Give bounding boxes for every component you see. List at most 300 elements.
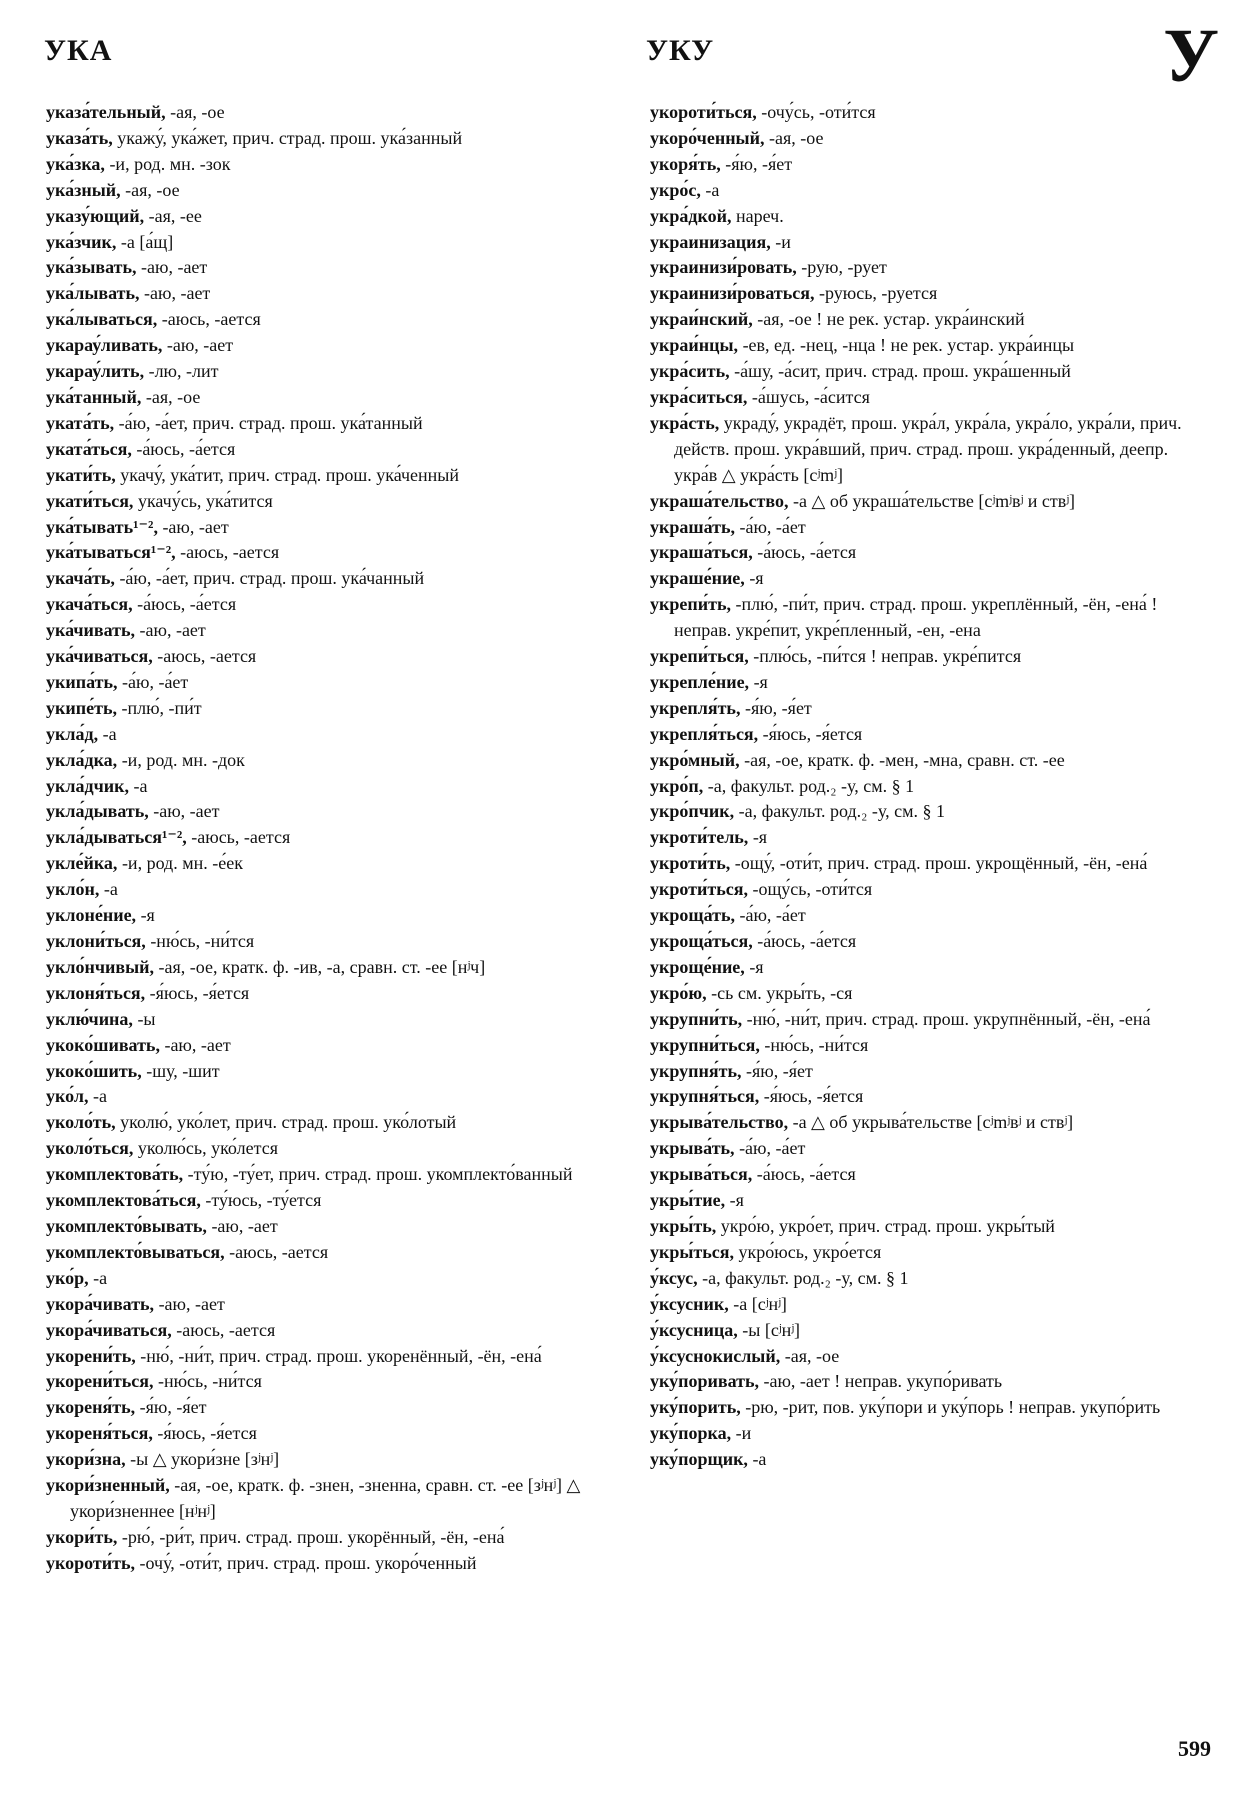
dictionary-entry bbox=[46, 230, 612, 256]
entry-grammar: -я bbox=[744, 568, 764, 589]
dictionary-entry bbox=[46, 540, 612, 566]
entry-headword: украша́тельство, bbox=[650, 490, 789, 511]
entry-headword: у́ксусник, bbox=[650, 1293, 729, 1314]
entry-headword: указа́тельный, bbox=[46, 102, 166, 122]
entry-grammar: укро́ю, укро́ет, прич. страд. прош. укры́тый bbox=[716, 1215, 1055, 1236]
entry-grammar: -аюсь, -ается bbox=[171, 1319, 276, 1340]
entry-grammar: -а bbox=[747, 1449, 767, 1470]
entry-headword: у́ксуснокислый, bbox=[650, 1345, 781, 1366]
dictionary-entry bbox=[650, 825, 1214, 851]
entry-headword: укро́ю, bbox=[650, 982, 707, 1003]
entry-grammar: -я́ю, -я́ет bbox=[741, 1060, 813, 1081]
entry-grammar: -я́юсь, -я́ется bbox=[152, 1423, 257, 1444]
entry-grammar: -а́ю, -а́ет bbox=[734, 1138, 806, 1159]
entry-grammar: -аю, -ает bbox=[135, 620, 206, 641]
entry-headword: ука́зка, bbox=[46, 153, 105, 174]
entry-grammar: -ая, -ое, кратк. ф. -знен, -зненна, сравн. ст. -ее [зʲнʲ] △ укори́зненнее [нʲнʲ] bbox=[70, 1475, 581, 1521]
entry-grammar: -ню́, -ни́т, прич. страд. прош. укоренённый, -ён, -ена́ bbox=[135, 1345, 542, 1366]
dictionary-entry bbox=[650, 1214, 1214, 1240]
dictionary-entry bbox=[650, 100, 1214, 126]
entry-headword: украша́ть, bbox=[650, 516, 735, 537]
dictionary-entry bbox=[650, 1344, 1214, 1370]
entry-headword: укла́дываться¹⁻², bbox=[46, 827, 187, 848]
entry-headword: укра́сть, bbox=[650, 412, 720, 433]
entry-headword: укрыва́тельство, bbox=[650, 1112, 789, 1133]
entry-headword: укрупни́ть, bbox=[650, 1008, 743, 1029]
dictionary-entry bbox=[46, 722, 612, 748]
entry-grammar: -а́юсь, -а́ется bbox=[131, 438, 236, 459]
dictionary-entry bbox=[46, 981, 612, 1007]
entry-headword: укора́чиваться, bbox=[46, 1319, 172, 1340]
dictionary-entry bbox=[650, 670, 1214, 696]
dictionary-entry bbox=[46, 825, 612, 851]
entry-headword: укры́ться, bbox=[650, 1241, 735, 1262]
entry-grammar: -а bbox=[88, 1086, 107, 1107]
dictionary-entry bbox=[650, 592, 1214, 644]
dictionary-entry bbox=[650, 307, 1214, 333]
dictionary-entry bbox=[46, 955, 612, 981]
entry-headword: украинизи́ровать, bbox=[650, 257, 797, 278]
entry-grammar: -ая, -ое ! не рек. устар. укра́инский bbox=[752, 309, 1025, 330]
dictionary-entry bbox=[46, 670, 612, 696]
entry-grammar: -ы [cʲнʲ] bbox=[737, 1319, 801, 1340]
dictionary-entry bbox=[46, 152, 612, 178]
dictionary-entry bbox=[46, 307, 612, 333]
entry-headword: укомплекто́вываться, bbox=[46, 1241, 225, 1262]
entry-grammar: -а́шусь, -а́сится bbox=[747, 386, 870, 407]
entry-headword: укрупня́ть, bbox=[650, 1060, 742, 1081]
entry-headword: укроти́ть, bbox=[650, 853, 731, 874]
dictionary-entry bbox=[46, 1551, 612, 1577]
entry-grammar: укажу́, ука́жет, прич. страд. прош. ука́занный bbox=[112, 127, 463, 148]
entry-grammar: -аю, -ает bbox=[162, 335, 234, 356]
dictionary-entry bbox=[650, 230, 1214, 256]
dictionary-entry bbox=[46, 204, 612, 230]
entry-headword: ука́зывать, bbox=[46, 257, 137, 278]
entry-headword: укры́тие, bbox=[650, 1190, 726, 1211]
entry-grammar: -аюсь, -ается bbox=[224, 1241, 329, 1262]
dictionary-entry bbox=[46, 515, 612, 541]
entry-headword: ука́танный, bbox=[46, 386, 142, 407]
entry-grammar: -ая, -ое, кратк. ф. -ив, -а, сравн. ст. -ее [нʲч] bbox=[154, 956, 486, 977]
entry-grammar: уколю́, уко́лет, прич. страд. прош. уко́лотый bbox=[115, 1112, 457, 1133]
entry-grammar: -я bbox=[749, 671, 768, 692]
entry-grammar: -ая, -ое bbox=[780, 1345, 840, 1366]
dictionary-entry bbox=[650, 748, 1214, 774]
dictionary-entry bbox=[650, 1162, 1214, 1188]
entry-headword: укрыва́ться, bbox=[650, 1164, 753, 1185]
entry-headword: укоря́ть, bbox=[650, 153, 721, 174]
entry-grammar: -ая, -ее bbox=[144, 205, 202, 226]
dictionary-entry bbox=[46, 255, 612, 281]
entry-grammar: -аю, -ает ! неправ. укупо́ривать bbox=[758, 1371, 1003, 1392]
entry-grammar: -я bbox=[748, 827, 768, 848]
running-head-left: УКА bbox=[44, 34, 113, 67]
entry-headword: укати́ться, bbox=[46, 490, 134, 511]
dictionary-entry bbox=[46, 851, 612, 877]
entry-headword: ука́чивать, bbox=[46, 620, 136, 641]
entry-grammar: -а́юсь, -а́ется bbox=[752, 931, 857, 951]
entry-headword: укрепля́ться, bbox=[650, 723, 759, 744]
entry-headword: укрыва́ть, bbox=[650, 1138, 735, 1159]
dictionary-entry bbox=[650, 411, 1214, 489]
section-letter: У bbox=[1163, 14, 1219, 98]
entry-headword: уката́ть, bbox=[46, 412, 115, 433]
dictionary-entry bbox=[650, 515, 1214, 541]
entry-grammar: -ту́ю, -ту́ет, прич. страд. прош. укомплекто́ванный bbox=[183, 1164, 573, 1185]
entry-grammar: -а́ю, -а́ет bbox=[117, 671, 189, 692]
dictionary-entry bbox=[46, 1421, 612, 1447]
entry-headword: укача́ться, bbox=[46, 594, 133, 615]
entry-grammar: -я́ю, -я́ет bbox=[740, 697, 812, 718]
dictionary-entry bbox=[650, 903, 1214, 929]
dictionary-entry bbox=[46, 1318, 612, 1344]
left-column bbox=[46, 100, 612, 1577]
entry-grammar: -а [cʲнʲ] bbox=[728, 1293, 787, 1314]
entry-headword: укро́п, bbox=[650, 775, 704, 796]
dictionary-entry bbox=[650, 489, 1214, 515]
dictionary-entry bbox=[46, 1292, 612, 1318]
entry-headword: уку́поривать, bbox=[650, 1371, 759, 1392]
entry-grammar: -я́ю, -я́ет bbox=[720, 153, 793, 174]
entry-grammar: -я bbox=[725, 1190, 744, 1211]
entry-grammar: -а́ю, -а́ет bbox=[734, 905, 806, 926]
entry-grammar: нареч. bbox=[731, 205, 784, 226]
dictionary-entry bbox=[46, 1395, 612, 1421]
entry-headword: уко́л, bbox=[46, 1086, 89, 1107]
entry-headword: укори́ть, bbox=[46, 1526, 118, 1547]
entry-headword: укроти́тель, bbox=[650, 827, 749, 848]
entry-grammar: -плю́, -пи́т, прич. страд. прош. укреплённый, -ён, -ена́ ! неправ. укре́пит, укре́пленный, -ен, -ена bbox=[674, 594, 1158, 641]
dictionary-entry bbox=[46, 877, 612, 903]
dictionary-entry bbox=[46, 411, 612, 437]
dictionary-entry bbox=[650, 1318, 1214, 1344]
dictionary-entry bbox=[46, 696, 612, 722]
entry-headword: укомплекто́вывать, bbox=[46, 1215, 207, 1236]
dictionary-entry bbox=[46, 1162, 612, 1188]
dictionary-entry bbox=[650, 1395, 1214, 1421]
dictionary-entry bbox=[650, 851, 1214, 877]
dictionary-entry bbox=[650, 1033, 1214, 1059]
entry-headword: укло́н, bbox=[46, 879, 100, 900]
entry-headword: укороти́ть, bbox=[46, 1552, 135, 1573]
entry-grammar: -аюсь, -ается bbox=[152, 646, 257, 667]
entry-grammar: -я́юсь, -я́ется bbox=[759, 1086, 864, 1107]
dictionary-entry bbox=[650, 1110, 1214, 1136]
dictionary-entry bbox=[46, 748, 612, 774]
entry-headword: уку́порить, bbox=[650, 1397, 741, 1418]
entry-grammar: -ая, -ое bbox=[764, 127, 824, 148]
entry-grammar: -я bbox=[744, 956, 764, 977]
entry-headword: укипа́ть, bbox=[46, 671, 118, 692]
entry-headword: укра́ситься, bbox=[650, 386, 748, 407]
dictionary-entry bbox=[650, 1266, 1214, 1292]
entry-headword: укорени́ть, bbox=[46, 1345, 136, 1366]
dictionary-entry bbox=[650, 255, 1214, 281]
entry-headword: укро́с, bbox=[650, 179, 701, 200]
dictionary-entry bbox=[650, 359, 1214, 385]
entry-headword: уку́порщик, bbox=[650, 1449, 748, 1470]
entry-grammar: -аюсь, -ается bbox=[157, 309, 261, 330]
entry-headword: укарау́лить, bbox=[46, 361, 145, 382]
entry-grammar: -аю, -ает bbox=[136, 257, 208, 278]
dictionary-entry bbox=[46, 359, 612, 385]
entry-grammar: -лю, -лит bbox=[144, 361, 219, 382]
dictionary-entry bbox=[46, 100, 612, 126]
dictionary-entry bbox=[46, 489, 612, 515]
entry-headword: укро́мный, bbox=[650, 749, 740, 770]
entry-grammar: -ая, -ое bbox=[165, 102, 225, 122]
entry-grammar: -а́юсь, -а́ется bbox=[132, 594, 237, 615]
dictionary-entry bbox=[46, 566, 612, 592]
entry-headword: укро́пчик, bbox=[650, 801, 735, 822]
entry-headword: укра́сить, bbox=[650, 361, 730, 382]
entry-headword: укрупни́ться, bbox=[650, 1034, 760, 1055]
entry-headword: укра́дкой, bbox=[650, 205, 732, 226]
dictionary-entry bbox=[46, 1369, 612, 1395]
entry-grammar: -я́юсь, -я́ется bbox=[145, 982, 250, 1003]
entry-grammar: -а [а́щ] bbox=[116, 231, 174, 252]
entry-grammar: -а bbox=[98, 723, 117, 744]
entry-grammar: -аюсь, -ается bbox=[175, 542, 280, 563]
dictionary-entry bbox=[46, 1110, 612, 1136]
entry-headword: ука́тывать¹⁻², bbox=[46, 516, 158, 537]
dictionary-entry bbox=[46, 1059, 612, 1085]
dictionary-entry bbox=[650, 1084, 1214, 1110]
entry-grammar: -ая, -ое bbox=[120, 179, 180, 200]
entry-headword: укры́ть, bbox=[650, 1215, 717, 1236]
entry-grammar: -а bbox=[88, 1267, 108, 1288]
entry-grammar: -ню́сь, -ни́тся bbox=[759, 1034, 869, 1055]
entry-grammar: -а bbox=[700, 179, 720, 200]
dictionary-entry bbox=[650, 1007, 1214, 1033]
dictionary-entry bbox=[46, 1447, 612, 1473]
entry-headword: укори́зненный, bbox=[46, 1475, 170, 1496]
entry-headword: укрепи́ть, bbox=[650, 594, 731, 615]
dictionary-entry bbox=[650, 385, 1214, 411]
entry-headword: укомплектова́ться, bbox=[46, 1190, 201, 1211]
entry-headword: уклоне́ние, bbox=[46, 905, 137, 926]
entry-grammar: -и, род. мн. -док bbox=[117, 749, 245, 770]
dictionary-entry bbox=[650, 696, 1214, 722]
entry-headword: укрупня́ться, bbox=[650, 1086, 760, 1107]
dictionary-entry bbox=[46, 644, 612, 670]
dictionary-entry bbox=[650, 1421, 1214, 1447]
dictionary-entry bbox=[650, 1292, 1214, 1318]
entry-grammar: -аю, -ает bbox=[159, 1034, 231, 1055]
dictionary-entry bbox=[650, 1059, 1214, 1085]
dictionary-entry bbox=[46, 333, 612, 359]
entry-grammar: -плю́сь, -пи́тся ! неправ. укре́пится bbox=[748, 646, 1022, 667]
entry-grammar: укачу́, ука́тит, прич. страд. прош. ука́ченный bbox=[115, 464, 460, 485]
entry-headword: уко́р, bbox=[46, 1267, 89, 1288]
entry-headword: укореня́ться, bbox=[46, 1423, 153, 1444]
dictionary-entry bbox=[46, 1214, 612, 1240]
dictionary-entry bbox=[46, 1266, 612, 1292]
entry-grammar: -плю́, -пи́т bbox=[116, 697, 202, 718]
entry-headword: у́ксус, bbox=[650, 1267, 698, 1288]
right-column bbox=[650, 100, 1214, 1473]
entry-grammar: -и bbox=[731, 1423, 752, 1444]
entry-grammar: -шу, -шит bbox=[141, 1060, 220, 1081]
entry-grammar: -и, род. мн. -е́ек bbox=[117, 853, 243, 874]
entry-grammar: -ту́юсь, -ту́ется bbox=[200, 1190, 322, 1211]
dictionary-entry bbox=[46, 1084, 612, 1110]
entry-grammar: -ню́сь, -ни́тся bbox=[153, 1371, 262, 1392]
dictionary-entry bbox=[46, 1344, 612, 1370]
entry-headword: ука́тываться¹⁻², bbox=[46, 542, 176, 563]
entry-grammar: -и bbox=[770, 231, 791, 252]
dictionary-entry bbox=[650, 981, 1214, 1007]
dictionary-entry bbox=[650, 799, 1214, 825]
dictionary-entry bbox=[46, 385, 612, 411]
entry-headword: украи́нцы, bbox=[650, 335, 739, 356]
entry-headword: уколо́ть, bbox=[46, 1112, 116, 1133]
entry-grammar: -ая, -ое, кратк. ф. -мен, -мна, сравн. ст. -ее bbox=[739, 749, 1065, 770]
entry-grammar: -аю, -ает bbox=[148, 801, 220, 822]
entry-headword: укоко́шить, bbox=[46, 1060, 142, 1081]
entry-headword: уколо́ться, bbox=[46, 1138, 134, 1159]
entry-headword: укле́йка, bbox=[46, 853, 118, 874]
dictionary-entry bbox=[650, 877, 1214, 903]
entry-grammar: -аюсь, -ается bbox=[186, 827, 291, 848]
dictionary-entry bbox=[46, 1525, 612, 1551]
entry-headword: укрепи́ться, bbox=[650, 646, 749, 667]
entry-headword: уклоня́ться, bbox=[46, 982, 146, 1003]
page-number: 599 bbox=[1178, 1736, 1211, 1761]
entry-headword: укорени́ться, bbox=[46, 1371, 154, 1392]
dictionary-entry bbox=[46, 618, 612, 644]
entry-headword: укла́дчик, bbox=[46, 775, 129, 796]
entry-headword: украше́ние, bbox=[650, 568, 745, 589]
entry-grammar: -ню́, -ни́т, прич. страд. прош. укрупнённый, -ён, -ена́ bbox=[742, 1008, 1151, 1029]
entry-grammar: -аю, -ает bbox=[157, 516, 229, 537]
dictionary-entry bbox=[650, 1188, 1214, 1214]
entry-grammar: -ая, -ое bbox=[141, 386, 201, 407]
entry-headword: ука́лывать, bbox=[46, 283, 140, 304]
dictionary-entry bbox=[650, 929, 1214, 955]
entry-grammar: -аю, -ает bbox=[206, 1215, 278, 1236]
entry-grammar: -и, род. мн. -зок bbox=[104, 153, 231, 174]
entry-headword: у́ксусница, bbox=[650, 1319, 738, 1340]
dictionary-entry bbox=[46, 1136, 612, 1162]
running-head-right: УКУ bbox=[646, 34, 715, 67]
entry-headword: укора́чивать, bbox=[46, 1293, 155, 1314]
entry-grammar: -а, факульт. род.₂ -у, см. § 1 bbox=[697, 1267, 909, 1288]
entry-grammar: -ев, ед. -нец, -нца ! не рек. устар. укра́инцы bbox=[738, 335, 1075, 356]
dictionary-entry bbox=[46, 463, 612, 489]
entry-headword: указа́ть, bbox=[46, 127, 113, 148]
entry-headword: укроща́ть, bbox=[650, 905, 735, 926]
dictionary-entry bbox=[650, 1240, 1214, 1266]
entry-headword: укла́дка, bbox=[46, 749, 118, 770]
dictionary-entry bbox=[46, 799, 612, 825]
entry-headword: украша́ться, bbox=[650, 542, 753, 563]
entry-grammar: -а, факульт. род.₂ -у, см. § 1 bbox=[734, 801, 945, 822]
dictionary-entry bbox=[46, 437, 612, 463]
entry-headword: укореня́ть, bbox=[46, 1397, 136, 1418]
entry-grammar: укро́юсь, укро́ется bbox=[734, 1241, 882, 1262]
entry-headword: укори́зна, bbox=[46, 1449, 126, 1470]
entry-grammar: -рую, -рует bbox=[796, 257, 887, 278]
dictionary-entry bbox=[650, 178, 1214, 204]
dictionary-entry bbox=[46, 929, 612, 955]
entry-grammar: -я́юсь, -я́ется bbox=[758, 723, 863, 744]
entry-headword: украи́нский, bbox=[650, 309, 753, 330]
dictionary-entry bbox=[650, 540, 1214, 566]
dictionary-entry bbox=[650, 955, 1214, 981]
entry-grammar: -ы △ укори́зне [зʲнʲ] bbox=[125, 1449, 280, 1470]
entry-headword: укороти́ться, bbox=[650, 102, 757, 122]
dictionary-entry bbox=[650, 281, 1214, 307]
entry-grammar: уколю́сь, уко́лется bbox=[133, 1138, 279, 1159]
entry-headword: укоко́шивать, bbox=[46, 1034, 160, 1055]
dictionary-entry bbox=[650, 774, 1214, 800]
entry-headword: укати́ть, bbox=[46, 464, 116, 485]
entry-grammar: -ы bbox=[132, 1008, 156, 1029]
dictionary-entry bbox=[46, 774, 612, 800]
dictionary-entry bbox=[46, 1007, 612, 1033]
entry-grammar: -я́ю, -я́ет bbox=[135, 1397, 207, 1418]
entry-grammar: -а, факульт. род.₂ -у, см. § 1 bbox=[703, 775, 915, 796]
entry-grammar: украду́, украдёт, прош. укра́л, укра́ла, укра́ло, укра́ли, прич. действ. прош. укра́вший, прич. страд. прош. укра́денный, деепр. укра́в △ укра́сть [cʲmʲ] bbox=[674, 412, 1182, 485]
entry-grammar: -а́шу, -а́сит, прич. страд. прош. укра́шенный bbox=[729, 361, 1071, 382]
dictionary-entry bbox=[46, 281, 612, 307]
dictionary-entry bbox=[650, 152, 1214, 178]
dictionary-entry bbox=[650, 644, 1214, 670]
dictionary-entry bbox=[650, 204, 1214, 230]
entry-grammar: -я bbox=[136, 905, 155, 926]
entry-grammar: -сь см. укры́ть, -ся bbox=[706, 982, 853, 1003]
dictionary-entry bbox=[46, 1188, 612, 1214]
entry-headword: украинизи́роваться, bbox=[650, 283, 815, 304]
entry-headword: уклю́чина, bbox=[46, 1008, 133, 1029]
entry-headword: укрепле́ние, bbox=[650, 671, 750, 692]
entry-headword: укарау́ливать, bbox=[46, 335, 163, 356]
dictionary-entry bbox=[650, 1447, 1214, 1473]
entry-grammar: -ню́сь, -ни́тся bbox=[145, 931, 255, 951]
entry-headword: укроще́ние, bbox=[650, 956, 745, 977]
entry-headword: ука́зчик, bbox=[46, 231, 117, 252]
entry-headword: укла́дывать, bbox=[46, 801, 149, 822]
entry-headword: укроти́ться, bbox=[650, 879, 748, 900]
entry-grammar: укачу́сь, ука́тится bbox=[133, 490, 273, 511]
entry-grammar: -а bbox=[128, 775, 148, 796]
entry-grammar: -ощу́сь, -оти́тся bbox=[747, 879, 873, 900]
entry-grammar: -а́ю, -а́ет bbox=[734, 516, 806, 537]
entry-headword: укипе́ть, bbox=[46, 697, 117, 718]
dictionary-entry bbox=[46, 592, 612, 618]
entry-grammar: -очу́сь, -оти́тся bbox=[756, 102, 876, 122]
dictionary-entry bbox=[46, 903, 612, 929]
entry-grammar: -а △ об украша́тельстве [cʲmʲвʲ и ствʲ] bbox=[788, 490, 1076, 511]
entry-headword: уку́порка, bbox=[650, 1423, 732, 1444]
entry-grammar: -а́юсь, -а́ется bbox=[752, 542, 857, 563]
entry-grammar: -а́ю, -а́ет, прич. страд. прош. ука́чанный bbox=[114, 568, 425, 589]
dictionary-entry bbox=[46, 126, 612, 152]
entry-grammar: -очу́, -оти́т, прич. страд. прош. укоро́ченный bbox=[134, 1552, 477, 1573]
entry-headword: укача́ть, bbox=[46, 568, 115, 589]
dictionary-entry bbox=[46, 178, 612, 204]
entry-headword: укоро́ченный, bbox=[650, 127, 765, 148]
dictionary-entry bbox=[650, 126, 1214, 152]
entry-headword: укроща́ться, bbox=[650, 931, 753, 951]
entry-grammar: -а́ю, -а́ет, прич. страд. прош. ука́танный bbox=[114, 412, 423, 433]
entry-grammar: -а́юсь, -а́ется bbox=[752, 1164, 856, 1185]
entry-grammar: -рю́, -ри́т, прич. страд. прош. укорённый, -ён, -ена́ bbox=[117, 1526, 505, 1547]
entry-grammar: -ощу́, -оти́т, прич. страд. прош. укрощённый, -ён, -ена́ bbox=[730, 853, 1148, 874]
entry-headword: укомплектова́ть, bbox=[46, 1164, 184, 1185]
